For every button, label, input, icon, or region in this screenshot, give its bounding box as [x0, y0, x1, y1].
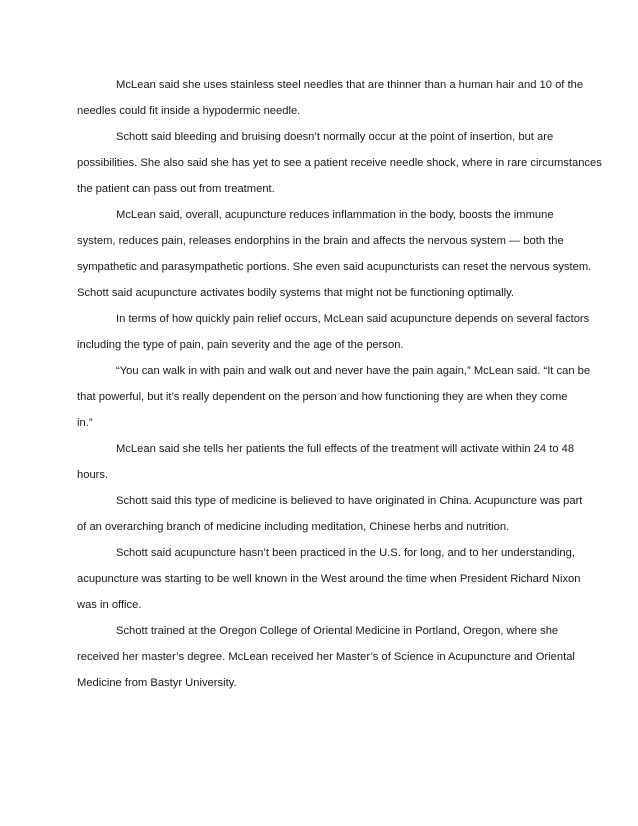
paragraph	[77, 124, 602, 202]
text-line: Schott said acupuncture activates bodily systems that might not be functioning optimally.	[77, 287, 514, 299]
paragraph	[77, 202, 592, 306]
text-line: acupuncture was starting to be well known in the West around the time when President Richard Nixon	[77, 573, 581, 585]
paragraph	[77, 358, 591, 436]
document-body	[77, 72, 602, 696]
text-line: system, reduces pain, releases endorphins in the brain and affects the nervous system — both the	[77, 235, 564, 247]
text-line: McLean said she tells her patients the full effects of the treatment will activate within 24 to 48	[116, 443, 575, 455]
text-line: Schott said bleeding and bruising doesn’t normally occur at the point of insertion, but are	[116, 131, 554, 143]
text-line: “You can walk in with pain and walk out and never have the pain again,” McLean said. “It can be	[116, 365, 591, 377]
text-line: the patient can pass out from treatment.	[77, 183, 275, 195]
paragraph	[77, 306, 590, 358]
text-line: Schott said this type of medicine is believed to have originated in China. Acupuncture was part	[116, 495, 583, 507]
paragraph	[77, 540, 581, 618]
text-line: that powerful, but it’s really dependent on the person and how functioning they are when they come	[77, 391, 568, 403]
text-line: In terms of how quickly pain relief occurs, McLean said acupuncture depends on several factors	[116, 313, 590, 325]
text-line: hours.	[77, 469, 109, 481]
text-line: received her master’s degree. McLean received her Master’s of Science in Acupuncture and Oriental	[77, 651, 575, 663]
text-line: in.”	[77, 417, 93, 429]
paragraph	[77, 436, 575, 488]
paragraph	[77, 488, 583, 540]
text-line: Schott said acupuncture hasn’t been practiced in the U.S. for long, and to her understanding,	[116, 547, 575, 559]
text-line: of an overarching branch of medicine including meditation, Chinese herbs and nutrition.	[77, 521, 510, 533]
paragraph	[77, 618, 575, 696]
text-line: sympathetic and parasympathetic portions. She even said acupuncturists can reset the nervous system.	[77, 261, 592, 273]
text-line: needles could fit inside a hypodermic needle.	[77, 105, 301, 117]
text-line: possibilities. She also said she has yet to see a patient receive needle shock, where in rare circumstances	[77, 157, 602, 169]
paragraph	[77, 72, 584, 124]
text-line: McLean said, overall, acupuncture reduces inflammation in the body, boosts the immune	[116, 209, 554, 221]
text-line: Schott trained at the Oregon College of Oriental Medicine in Portland, Oregon, where she	[116, 625, 559, 637]
text-line: Medicine from Bastyr University.	[77, 677, 237, 689]
text-line: McLean said she uses stainless steel needles that are thinner than a human hair and 10 of the	[116, 79, 584, 91]
text-line: was in office.	[77, 599, 142, 611]
text-line: including the type of pain, pain severity and the age of the person.	[77, 339, 404, 351]
